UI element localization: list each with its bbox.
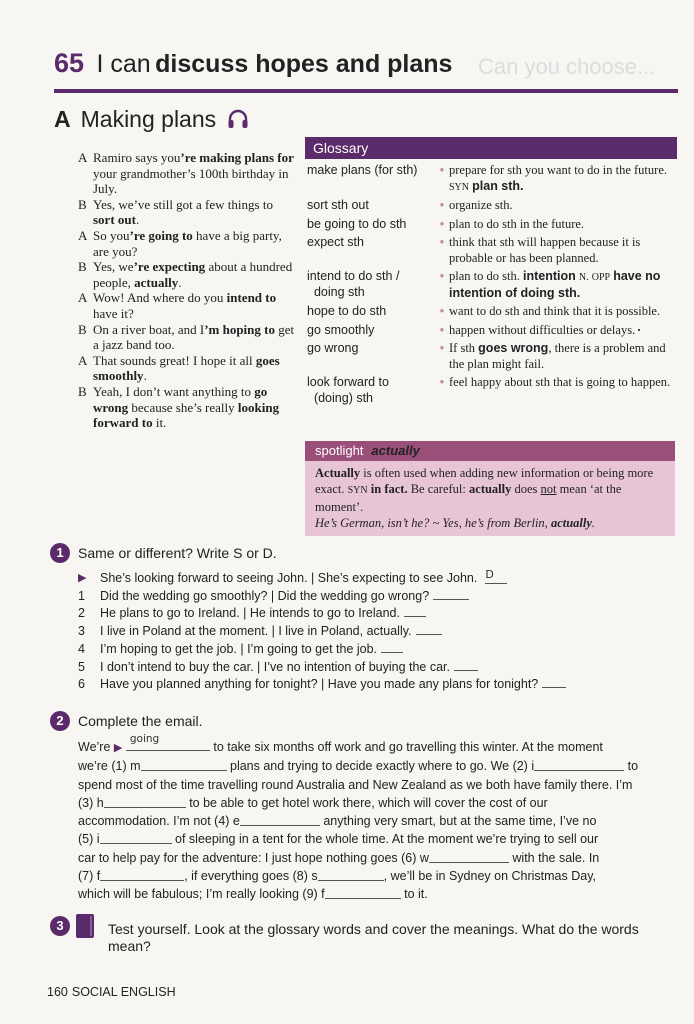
email-blank-2[interactable] (534, 759, 624, 771)
email-blank-7[interactable] (100, 869, 184, 881)
footer-section: SOCIAL ENGLISH (71, 985, 176, 999)
item-number: 1 (78, 588, 85, 603)
email-text (78, 733, 678, 904)
dialogue-line (78, 259, 296, 290)
glossary-list (305, 163, 677, 406)
item-number: 3 (78, 624, 85, 639)
example-arrow-icon: ▶ (78, 572, 87, 584)
glossary-term: go wrong (307, 341, 359, 355)
dialogue (78, 150, 296, 431)
email-line (78, 867, 678, 885)
speaker-label: B (78, 196, 87, 212)
glossary-row (305, 269, 677, 301)
answer-blank[interactable] (381, 641, 403, 653)
bullet-icon: • (439, 375, 445, 389)
glossary-term: expect sth (307, 235, 364, 249)
exercise-1-item (78, 676, 678, 694)
exercise-number-badge: 3 (50, 916, 70, 936)
glossary-term: be going to do sth (307, 216, 407, 231)
section-title: Making plans (80, 106, 217, 132)
glossary-row (305, 304, 677, 320)
item-number: 2 (78, 606, 85, 621)
glossary-header: Glossary (305, 137, 677, 159)
answer-blank[interactable] (542, 676, 566, 688)
stray-mark (638, 329, 640, 331)
exercise-1-example (78, 570, 678, 588)
exercise-1-item (78, 623, 678, 641)
email-line (78, 830, 678, 848)
bullet-icon: • (439, 322, 445, 337)
bullet-icon: • (439, 216, 445, 231)
bullet-icon: • (439, 163, 445, 177)
email-text-segment: to (627, 759, 639, 774)
dialogue-line (78, 384, 296, 431)
email-blank-8[interactable] (318, 869, 384, 881)
glossary-panel (305, 137, 677, 409)
email-blank-5[interactable] (100, 832, 172, 844)
book-icon (76, 914, 94, 938)
email-text-segment: (3) h (78, 795, 104, 810)
spotlight-text: Actually is often used when adding new information or being more exact. SYN in fact. Be careful: actually does not mean ‘at the moment’. (315, 466, 654, 514)
dialogue-text: Ramiro says you’re making plans for your grandmother’s 100th birthday in July. (93, 150, 294, 197)
example-text: She’s looking forward to seeing John. | She’s expecting to see John. (100, 571, 478, 585)
glossary-term: make plans (for sth) (307, 163, 418, 177)
spotlight-label: spotlight (315, 443, 364, 458)
email-line (78, 885, 678, 903)
speaker-label: B (78, 259, 87, 275)
email-line (78, 733, 678, 757)
dialogue-text: Yeah, I don’t want anything to go wrong because she’s really looking forward to it. (93, 383, 280, 431)
email-blank-4[interactable] (240, 814, 320, 826)
unit-title-prefix: I can (96, 50, 151, 78)
email-line (78, 794, 678, 812)
item-text: I’m hoping to get the job. | I’m going to get the job. (100, 641, 378, 656)
exercise-2-title: Complete the email. (78, 713, 203, 729)
header-rule (54, 89, 678, 93)
exercise-1-item (78, 605, 678, 623)
spotlight-word: actually (371, 443, 420, 458)
item-text: I live in Poland at the moment. | I live in Poland, actually. (100, 624, 412, 639)
dialogue-line (78, 353, 296, 384)
glossary-definition: plan to do sth in the future. (449, 216, 585, 231)
email-line (78, 776, 678, 794)
exercise-1-item (78, 641, 678, 659)
email-blank-1[interactable] (141, 759, 227, 771)
email-blank-6[interactable] (429, 851, 509, 863)
glossary-definition: feel happy about sth that is going to happen. (449, 375, 671, 389)
bullet-icon: • (439, 198, 445, 212)
dialogue-line (78, 290, 296, 321)
item-number: 5 (78, 659, 85, 674)
answer-blank[interactable] (416, 623, 442, 635)
email-blank-example[interactable] (126, 733, 210, 751)
exercise-2-header (50, 711, 203, 731)
email-text-segment: we’re (1) m (78, 759, 141, 774)
email-text-segment: accommodation. I’m not (4) e (78, 814, 240, 829)
bullet-icon: • (439, 341, 445, 355)
exercise-1-item (78, 588, 678, 606)
email-blank-9[interactable] (325, 887, 401, 899)
email-blank-3[interactable] (104, 796, 186, 808)
dialogue-text: On a river boat, and I’m hoping to get a jazz band too. (93, 321, 295, 353)
bleed-through-text: Can you choose... (478, 54, 656, 79)
item-number: 6 (78, 677, 85, 692)
spotlight-bar (305, 441, 675, 461)
glossary-definition: organize sth. (449, 198, 513, 212)
bullet-icon: • (439, 269, 445, 283)
email-text-segment: spend most of the time travelling round Australia and New Zealand as we both have family there. I’m (78, 777, 633, 792)
spotlight-example: He’s German, isn’t he? ~ Yes, he’s from Berlin, actually. (315, 516, 596, 530)
unit-title: discuss hopes and plans (155, 50, 453, 78)
email-text-segment: to take six months off work and go travelling this winter. At the moment (213, 740, 603, 754)
bullet-icon: • (439, 235, 445, 249)
email-text-segment: (5) i (78, 832, 100, 847)
glossary-definition: plan to do sth. intention N. OPP have no intention of doing sth. (449, 269, 661, 300)
glossary-term: intend to do sth / doing sth (307, 269, 400, 299)
headphones-icon[interactable] (227, 108, 249, 128)
spotlight-body (305, 461, 675, 535)
email-text-segment: of sleeping in a tent for the whole time. At the moment we’re trying to sell our (175, 832, 599, 847)
speaker-label: A (78, 352, 88, 368)
dialogue-text: Yes, we’re expecting about a hundred people, actually. (93, 259, 293, 290)
email-text-segment: to be able to get hotel work there, which will cover the cost of our (189, 795, 548, 810)
item-text: He plans to go to Ireland. | He intends to go to Ireland. (100, 606, 400, 621)
item-text: I don’t intend to buy the car. | I’ve no intention of buying the car. (100, 659, 451, 674)
speaker-label: B (78, 321, 87, 337)
section-letter: A (54, 106, 71, 132)
section-a-heading (54, 106, 249, 133)
email-text-segment: which will be fabulous; I’m really looking (9) f (78, 887, 325, 902)
email-text-segment: anything very smart, but at the same time, I’ve no (323, 814, 597, 829)
exercise-1-list (78, 588, 678, 694)
speaker-label: A (78, 150, 88, 165)
answer-blank[interactable] (433, 588, 469, 600)
answer-blank[interactable] (404, 605, 426, 617)
email-line (78, 849, 678, 867)
item-text: Did the wedding go smoothly? | Did the wedding go wrong? (100, 588, 430, 603)
page-number: 160 (47, 985, 68, 999)
glossary-definition: If sth goes wrong, there is a problem and the plan might fail. (449, 341, 666, 371)
exercise-3-header (50, 914, 660, 954)
dialogue-line (78, 150, 296, 197)
glossary-definition: think that sth will happen because it is probable or has been planned. (449, 235, 641, 265)
exercise-number-badge: 2 (50, 711, 70, 731)
exercise-1-items (78, 570, 678, 694)
glossary-row (305, 323, 677, 339)
glossary-definition: want to do sth and think that it is possible. (449, 304, 661, 318)
glossary-row (305, 163, 677, 195)
email-text-segment: (7) f (78, 869, 101, 884)
dialogue-text: So you’re going to have a big party, are you? (93, 227, 282, 259)
email-text-segment: plans and trying to decide exactly where to go. We (2) i (230, 759, 535, 774)
email-text-segment: We’re (78, 740, 111, 754)
glossary-definition: prepare for sth you want to do in the future. SYN plan sth. (449, 163, 667, 193)
glossary-row (305, 341, 677, 372)
email-text-segment: car to help pay for the adventure: I just hope nothing goes (6) w (78, 850, 429, 865)
unit-number: 65 (54, 48, 85, 78)
speaker-label: A (78, 290, 88, 306)
glossary-row (305, 375, 677, 406)
bullet-icon: • (439, 304, 445, 318)
glossary-row (305, 217, 677, 233)
email-text-segment: with the sale. In (512, 850, 600, 865)
example-arrow-icon: ▶ (113, 742, 123, 754)
dialogue-text: Wow! And where do you intend to have it? (93, 290, 277, 321)
exercise-3-title: Test yourself. Look at the glossary words and cover the meanings. What do the words mean? (108, 921, 639, 954)
exercise-1-item (78, 659, 678, 677)
glossary-term: go smoothly (307, 322, 375, 337)
speaker-label: A (78, 227, 88, 243)
glossary-term: hope to do sth (307, 304, 387, 318)
dialogue-text: Yes, we’ve still got a few things to sort out. (93, 196, 273, 228)
glossary-term: sort sth out (307, 198, 369, 212)
exercise-number-badge: 1 (50, 543, 70, 563)
email-text-segment: , if everything goes (8) s (184, 869, 318, 884)
item-text: Have you planned anything for tonight? | Have you made any plans for tonight? (100, 677, 539, 692)
example-answer[interactable]: D (485, 570, 507, 584)
page-footer (47, 985, 176, 999)
dialogue-line (78, 322, 296, 353)
dialogue-line (78, 228, 296, 259)
email-text-segment: to it. (404, 887, 428, 902)
example-answer: going (129, 733, 160, 745)
item-number: 4 (78, 641, 85, 656)
spotlight-box (305, 441, 675, 536)
speaker-label: B (78, 383, 87, 399)
email-text-segment: , we’ll be in Sydney on Christmas Day, (383, 869, 596, 884)
answer-blank[interactable] (454, 659, 478, 671)
glossary-definition: happen without difficulties or delays. (449, 322, 636, 337)
dialogue-line (78, 197, 296, 228)
exercise-1-header (50, 543, 277, 563)
glossary-row (305, 198, 677, 214)
email-line (78, 757, 678, 775)
email-line (78, 812, 678, 830)
glossary-term: look forward to (doing) sth (307, 375, 389, 405)
exercise-1-title: Same or different? Write S or D. (78, 545, 277, 561)
glossary-row (305, 235, 677, 266)
dialogue-text: That sounds great! I hope it all goes smoothly. (93, 352, 280, 384)
